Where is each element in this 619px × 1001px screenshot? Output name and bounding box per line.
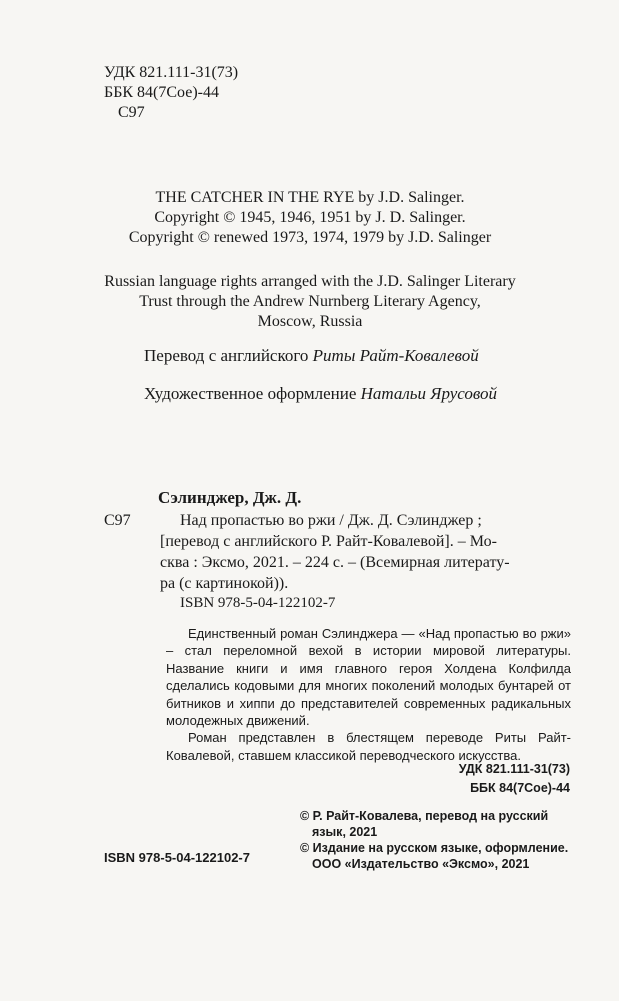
design-label: Художественное оформление (144, 384, 357, 403)
copyright-line: ООО «Издательство «Эксмо», 2021 (312, 857, 530, 871)
copyright-english (80, 188, 540, 248)
catalog-code: С97 (104, 512, 131, 529)
footer-copyright (300, 808, 570, 872)
designer-name: Натальи Ярусовой (360, 384, 498, 403)
rights-line: Trust through the Andrew Nurnberg Literary Agency, (139, 293, 481, 310)
catalog-line: Над пропастью во ржи / Дж. Д. Сэлинджер ; (180, 512, 482, 529)
catalog-line: [перевод с английского Р. Райт-Ковалевой]. – Мо- (160, 533, 497, 550)
footer-isbn: ISBN 978-5-04-122102-7 (104, 850, 250, 865)
footer-classification (420, 760, 570, 798)
translator-name: Риты Райт-Ковалевой (312, 346, 479, 365)
rights-line: Russian language rights arranged with the J.D. Salinger Literary (104, 273, 516, 290)
copyright-line: Copyright © 1945, 1946, 1951 by J. D. Salinger. (154, 209, 466, 226)
copyright-line: © Издание на русском языке, оформление. (300, 841, 569, 855)
translation-credit (144, 346, 479, 366)
catalog-line: ра (с картинокой)). (160, 575, 289, 592)
copyright-line: Copyright © renewed 1973, 1974, 1979 by J.D. Salinger (128, 229, 492, 246)
catalog-isbn: ISBN 978-5-04-122102-7 (180, 595, 336, 611)
bbk-code: ББК 84(7Сое)-44 (104, 84, 219, 101)
annotation-paragraph: Роман представлен в блестящем переводе Риты Райт-Ковалевой, ставшем классикой переводческого искусства. (166, 730, 571, 763)
catalog-author: Сэлинджер, Дж. Д. (158, 488, 302, 507)
copyright-line: THE CATCHER IN THE RYE by J.D. Salinger. (155, 189, 465, 206)
udk-code: УДК 821.111-31(73) (104, 64, 239, 81)
copyright-line: © Р. Райт-Ковалева, перевод на русский (300, 809, 549, 823)
author-mark: С97 (118, 104, 145, 121)
rights-line: Moscow, Russia (257, 313, 363, 330)
translation-label: Перевод с английского (144, 346, 309, 365)
catalog-description (160, 510, 575, 594)
footer-udk: УДК 821.111-31(73) (458, 762, 570, 776)
annotation (166, 625, 571, 764)
rights-notice (80, 272, 540, 332)
footer-bbk: ББК 84(7Сое)-44 (470, 781, 570, 795)
design-credit (144, 384, 497, 404)
classification-block (104, 63, 238, 123)
annotation-paragraph: Единственный роман Сэлинджера — «Над пропастью во ржи» – стал переломной вехой в истории мировой литературы. Название книги и имя главного героя Холдена Колфилда сделались кодовыми для многих поколений молодых бунтарей от битников и хиппи до представителей современных радикальных молодежных движений. (166, 626, 571, 729)
catalog-line: сква : Эксмо, 2021. – 224 с. – (Всемирная литерату- (160, 554, 510, 571)
copyright-line: язык, 2021 (312, 825, 378, 839)
